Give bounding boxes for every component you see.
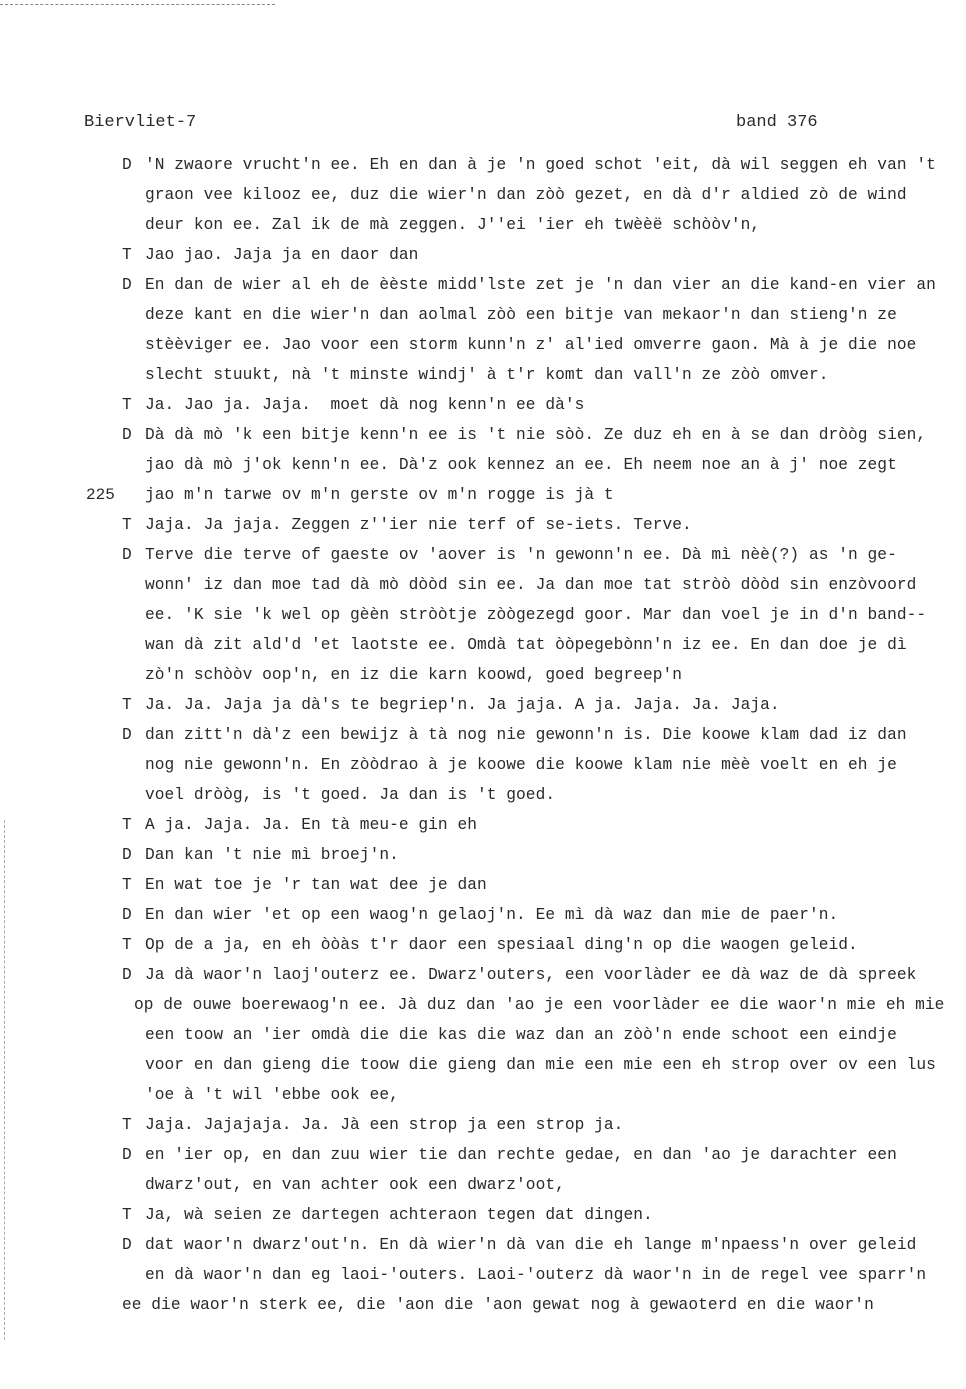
transcript-line	[0, 780, 966, 810]
speaker-label: T	[122, 876, 132, 894]
line-text: voel dròòg, is 't goed. Ja dan is 't goed.	[145, 786, 556, 804]
transcript-line	[0, 720, 966, 750]
transcript-line	[0, 330, 966, 360]
line-text: 'N zwaore vrucht'n ee. Eh en dan à je 'n goed schot 'eit, dà wil seggen eh van 't	[145, 156, 936, 174]
line-text: slecht stuukt, nà 't minste windj' à t'r komt dan vall'n ze zòò omver.	[145, 366, 829, 384]
line-text: dan zitt'n dà'z een bewijz à tà nog nie gewonn'n is. Die koowe klam dad iz dan	[145, 726, 907, 744]
line-text: jao dà mò j'ok kenn'n ee. Dà'z ook kennez an ee. Eh neem noe an à j' noe zegt	[145, 456, 897, 474]
transcript-line	[0, 570, 966, 600]
speaker-label: D	[122, 1236, 132, 1254]
transcript-line	[0, 300, 966, 330]
transcript-line	[0, 810, 966, 840]
line-text: een toow an 'ier omdà die die kas die waz dan an zòò'n ende schoot een eindje	[145, 1026, 897, 1044]
transcript-line	[0, 1230, 966, 1260]
transcript-line	[0, 1170, 966, 1200]
line-text: ee. 'K sie 'k wel op gèèn stròòtje zòògezegd goor. Mar dan voel je in d'n band--	[145, 606, 927, 624]
transcript-line	[0, 1260, 966, 1290]
speaker-label: D	[122, 1146, 132, 1164]
transcript-line	[0, 690, 966, 720]
transcript-line	[0, 150, 966, 180]
transcript-line	[0, 450, 966, 480]
transcript-line	[0, 270, 966, 300]
line-text: A ja. Jaja. Ja. En tà meu-e gin eh	[145, 816, 477, 834]
line-text: En dan de wier al eh de èèste midd'lste zet je 'n dan vier an die kand-en vier an	[145, 276, 936, 294]
line-text: wan dà zit ald'd 'et laotste ee. Omdà tat òòpegebònn'n iz ee. En dan doe je dì	[145, 636, 907, 654]
line-text: En dan wier 'et op een waog'n gelaoj'n. Ee mì dà waz dan mie de paer'n.	[145, 906, 839, 924]
line-text: op de ouwe boerewaog'n ee. Jà duz dan 'ao je een voorlàder ee die waor'n mie eh mie	[134, 996, 945, 1014]
transcript-line	[0, 840, 966, 870]
transcript-line	[0, 1080, 966, 1110]
line-text: Ja, wà seien ze dartegen achteraon tegen dat dingen.	[145, 1206, 653, 1224]
transcript-line	[0, 240, 966, 270]
transcript-line	[0, 360, 966, 390]
transcript-line	[0, 930, 966, 960]
transcript-line	[0, 210, 966, 240]
speaker-label: D	[122, 546, 132, 564]
speaker-label: T	[122, 246, 132, 264]
speaker-label: D	[122, 906, 132, 924]
line-text: Ja dà waor'n laoj'outerz ee. Dwarz'outers, een voorlàder ee dà waz de dà spreek	[145, 966, 917, 984]
transcript-line	[0, 630, 966, 660]
transcript-line	[0, 1140, 966, 1170]
line-text: Op de a ja, en eh òòàs t'r daor een spesiaal ding'n op die waogen geleid.	[145, 936, 858, 954]
line-text: ee die waor'n sterk ee, die 'aon die 'aon gewat nog à gewaoterd en die waor'n	[122, 1296, 874, 1314]
speaker-label: D	[122, 426, 132, 444]
line-text: Dan kan 't nie mì broej'n.	[145, 846, 399, 864]
transcript-line	[0, 1020, 966, 1050]
line-text: voor en dan gieng die toow die gieng dan mie een mie een eh strop over ov een lus	[145, 1056, 936, 1074]
transcript-line	[0, 600, 966, 630]
line-text: En wat toe je 'r tan wat dee je dan	[145, 876, 487, 894]
line-text: Terve die terve of gaeste ov 'aover is 'n gewonn'n ee. Dà mì nèè(?) as 'n ge-	[145, 546, 897, 564]
line-text: Jaja. Jajajaja. Ja. Jà een strop ja een strop ja.	[145, 1116, 624, 1134]
line-text: jao m'n tarwe ov m'n gerste ov m'n rogge is jà t	[145, 486, 614, 504]
transcript-line	[0, 1110, 966, 1140]
speaker-label: T	[122, 516, 132, 534]
line-text: stèèviger ee. Jao voor een storm kunn'n z' al'ied omverre gaon. Mà à je die noe	[145, 336, 917, 354]
line-text: Jao jao. Jaja ja en daor dan	[145, 246, 419, 264]
speaker-label: T	[122, 396, 132, 414]
line-text: Jaja. Ja jaja. Zeggen z''ier nie terf of se-iets. Terve.	[145, 516, 692, 534]
line-text: wonn' iz dan moe tad dà mò dòòd sin ee. Ja dan moe tat stròò dòòd sin enzòvoord	[145, 576, 917, 594]
line-text: Ja. Ja. Jaja ja dà's te begriep'n. Ja jaja. A ja. Jaja. Ja. Jaja.	[145, 696, 780, 714]
speaker-label: T	[122, 1116, 132, 1134]
line-text: dwarz'out, en van achter ook een dwarz'oot,	[145, 1176, 565, 1194]
line-text: en dà waor'n dan eg laoi-'outers. Laoi-'outerz dà waor'n in de regel vee sparr'n	[145, 1266, 927, 1284]
line-text: dat waor'n dwarz'out'n. En dà wier'n dà van die eh lange m'npaess'n over geleid	[145, 1236, 917, 1254]
speaker-label: T	[122, 936, 132, 954]
line-text: zò'n schòòv oop'n, en iz die karn koowd, goed begreep'n	[145, 666, 683, 684]
speaker-label: D	[122, 846, 132, 864]
transcript-line	[0, 540, 966, 570]
top-rule	[0, 4, 275, 5]
transcript-line	[0, 870, 966, 900]
line-text: nog nie gewonn'n. En zòòdrao à je koowe die koowe klam nie mèè voelt en eh je	[145, 756, 897, 774]
transcript-line	[0, 180, 966, 210]
transcript-line	[0, 420, 966, 450]
line-text: en 'ier op, en dan zuu wier tie dan rechte gedae, en dan 'ao je darachter een	[145, 1146, 897, 1164]
transcript-line	[0, 960, 966, 990]
band-number: band 376	[736, 113, 818, 132]
transcript-line	[0, 900, 966, 930]
speaker-label: T	[122, 696, 132, 714]
margin-line-number: 225	[86, 486, 115, 504]
line-text: 'oe à 't wil 'ebbe ook ee,	[145, 1086, 399, 1104]
document-title: Biervliet-7	[84, 113, 197, 132]
transcript-line	[0, 1290, 966, 1320]
transcript-line	[0, 990, 966, 1020]
line-text: graon vee kilooz ee, duz die wier'n dan zòò gezet, en dà d'r aldied zò de wind	[145, 186, 907, 204]
line-text: Ja. Jao ja. Jaja. moet dà nog kenn'n ee dà's	[145, 396, 585, 414]
speaker-label: D	[122, 966, 132, 984]
line-text: Dà dà mò 'k een bitje kenn'n ee is 't nie sòò. Ze duz eh en à se dan dròòg sien,	[145, 426, 927, 444]
transcript-line	[0, 660, 966, 690]
line-text: deur kon ee. Zal ik de mà zeggen. J''ei 'ier eh twèèë schòòv'n,	[145, 216, 761, 234]
transcript-line	[0, 480, 966, 510]
line-text: deze kant en die wier'n dan aolmal zòò een bitje van mekaor'n dan stieng'n ze	[145, 306, 897, 324]
page-header	[84, 113, 824, 137]
transcript-line	[0, 1050, 966, 1080]
speaker-label: D	[122, 276, 132, 294]
transcript-line	[0, 510, 966, 540]
transcript-line	[0, 750, 966, 780]
speaker-label: D	[122, 726, 132, 744]
transcript-line	[0, 1200, 966, 1230]
speaker-label: D	[122, 156, 132, 174]
speaker-label: T	[122, 816, 132, 834]
transcript-line	[0, 390, 966, 420]
speaker-label: T	[122, 1206, 132, 1224]
